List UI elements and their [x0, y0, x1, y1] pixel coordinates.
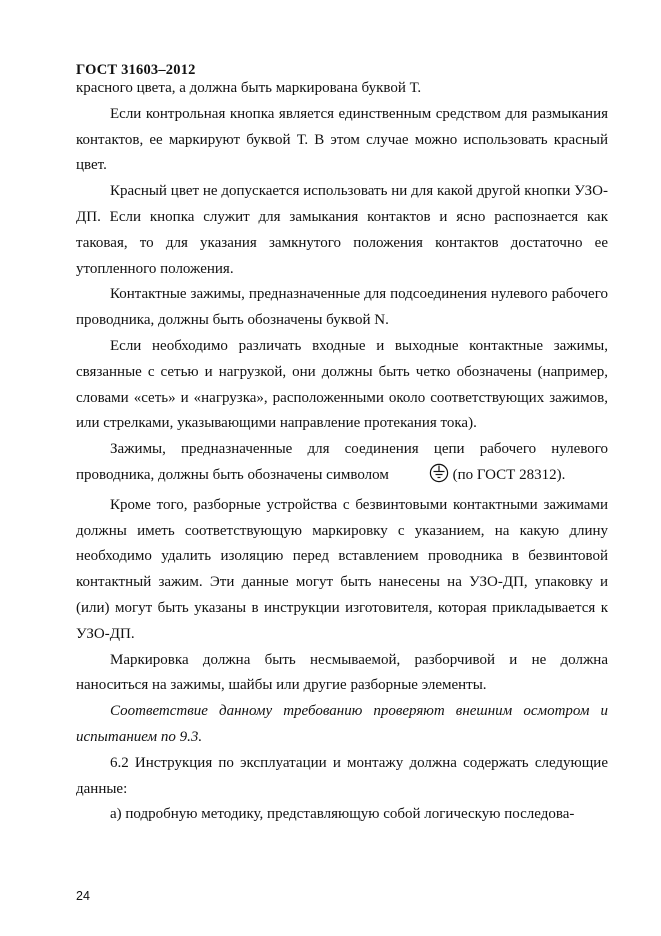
paragraph: 6.2 Инструкция по эксплуатации и монтажу должна содержать следующие данные:	[76, 754, 608, 797]
paragraph: Если необходимо различать входные и выходные контактные зажимы, связанные с сетью и нагрузкой, они должны быть четко обозначены (например, словами «сеть» и «нагрузка», расположенными около соответствующих зажимов, или стрелками, указывающими направление протекания тока).	[76, 337, 608, 432]
paragraph-italic-note: Соответствие данному требованию проверяют внешним осмотром и испытанием по 9.3.	[76, 703, 608, 745]
paragraph: Красный цвет не допускается использовать ни для какой другой кнопки УЗО-ДП. Если кнопка служит для замыкания контактов и ясно распознается как таковая, то для указания замкнутого положения контактов достаточно ее утопленного положения.	[76, 183, 608, 277]
paragraph: а) подробную методику, представляющую собой логическую последова-	[110, 806, 575, 823]
page-number: 24	[76, 889, 90, 903]
paragraph: Если контрольная кнопка является единственным средством для размыкания контактов, ее маркируют буквой Т. В этом случае можно использовать красный цвет.	[76, 105, 608, 174]
document-header: ГОСТ 31603–2012	[76, 62, 196, 78]
paragraph: Кроме того, разборные устройства с безвинтовыми контактными зажимами должны иметь соответствующую маркировку с указанием, на какую длину необходимо удалить изоляцию перед вставлением проводника в безвинтовой контактный зажим. Эти данные могут быть нанесены на УЗО-ДП, упаковку и (или) могут быть указаны в инструкции изготовителя, которая прикладывается к УЗО-ДП.	[76, 496, 608, 642]
paragraph: Контактные зажимы, предназначенные для подсоединения нулевого рабочего проводника, должны быть обозначены буквой N.	[76, 286, 608, 329]
paragraph: Маркировка должна быть несмываемой, разборчивой и не должна наноситься на зажимы, шайбы или другие разборные элементы.	[76, 651, 608, 694]
protective-earth-icon	[395, 463, 449, 493]
document-body	[76, 76, 608, 828]
paragraph-text: (по ГОСТ 28312).	[452, 466, 566, 483]
paragraph: красного цвета, а должна быть маркирована буквой Т.	[76, 80, 422, 96]
paragraph-text: Зажимы, предназначенные для соединения цепи рабочего нулевого проводника, должны быть обозначены символом	[76, 441, 608, 483]
paragraph-with-symbol	[76, 437, 608, 493]
